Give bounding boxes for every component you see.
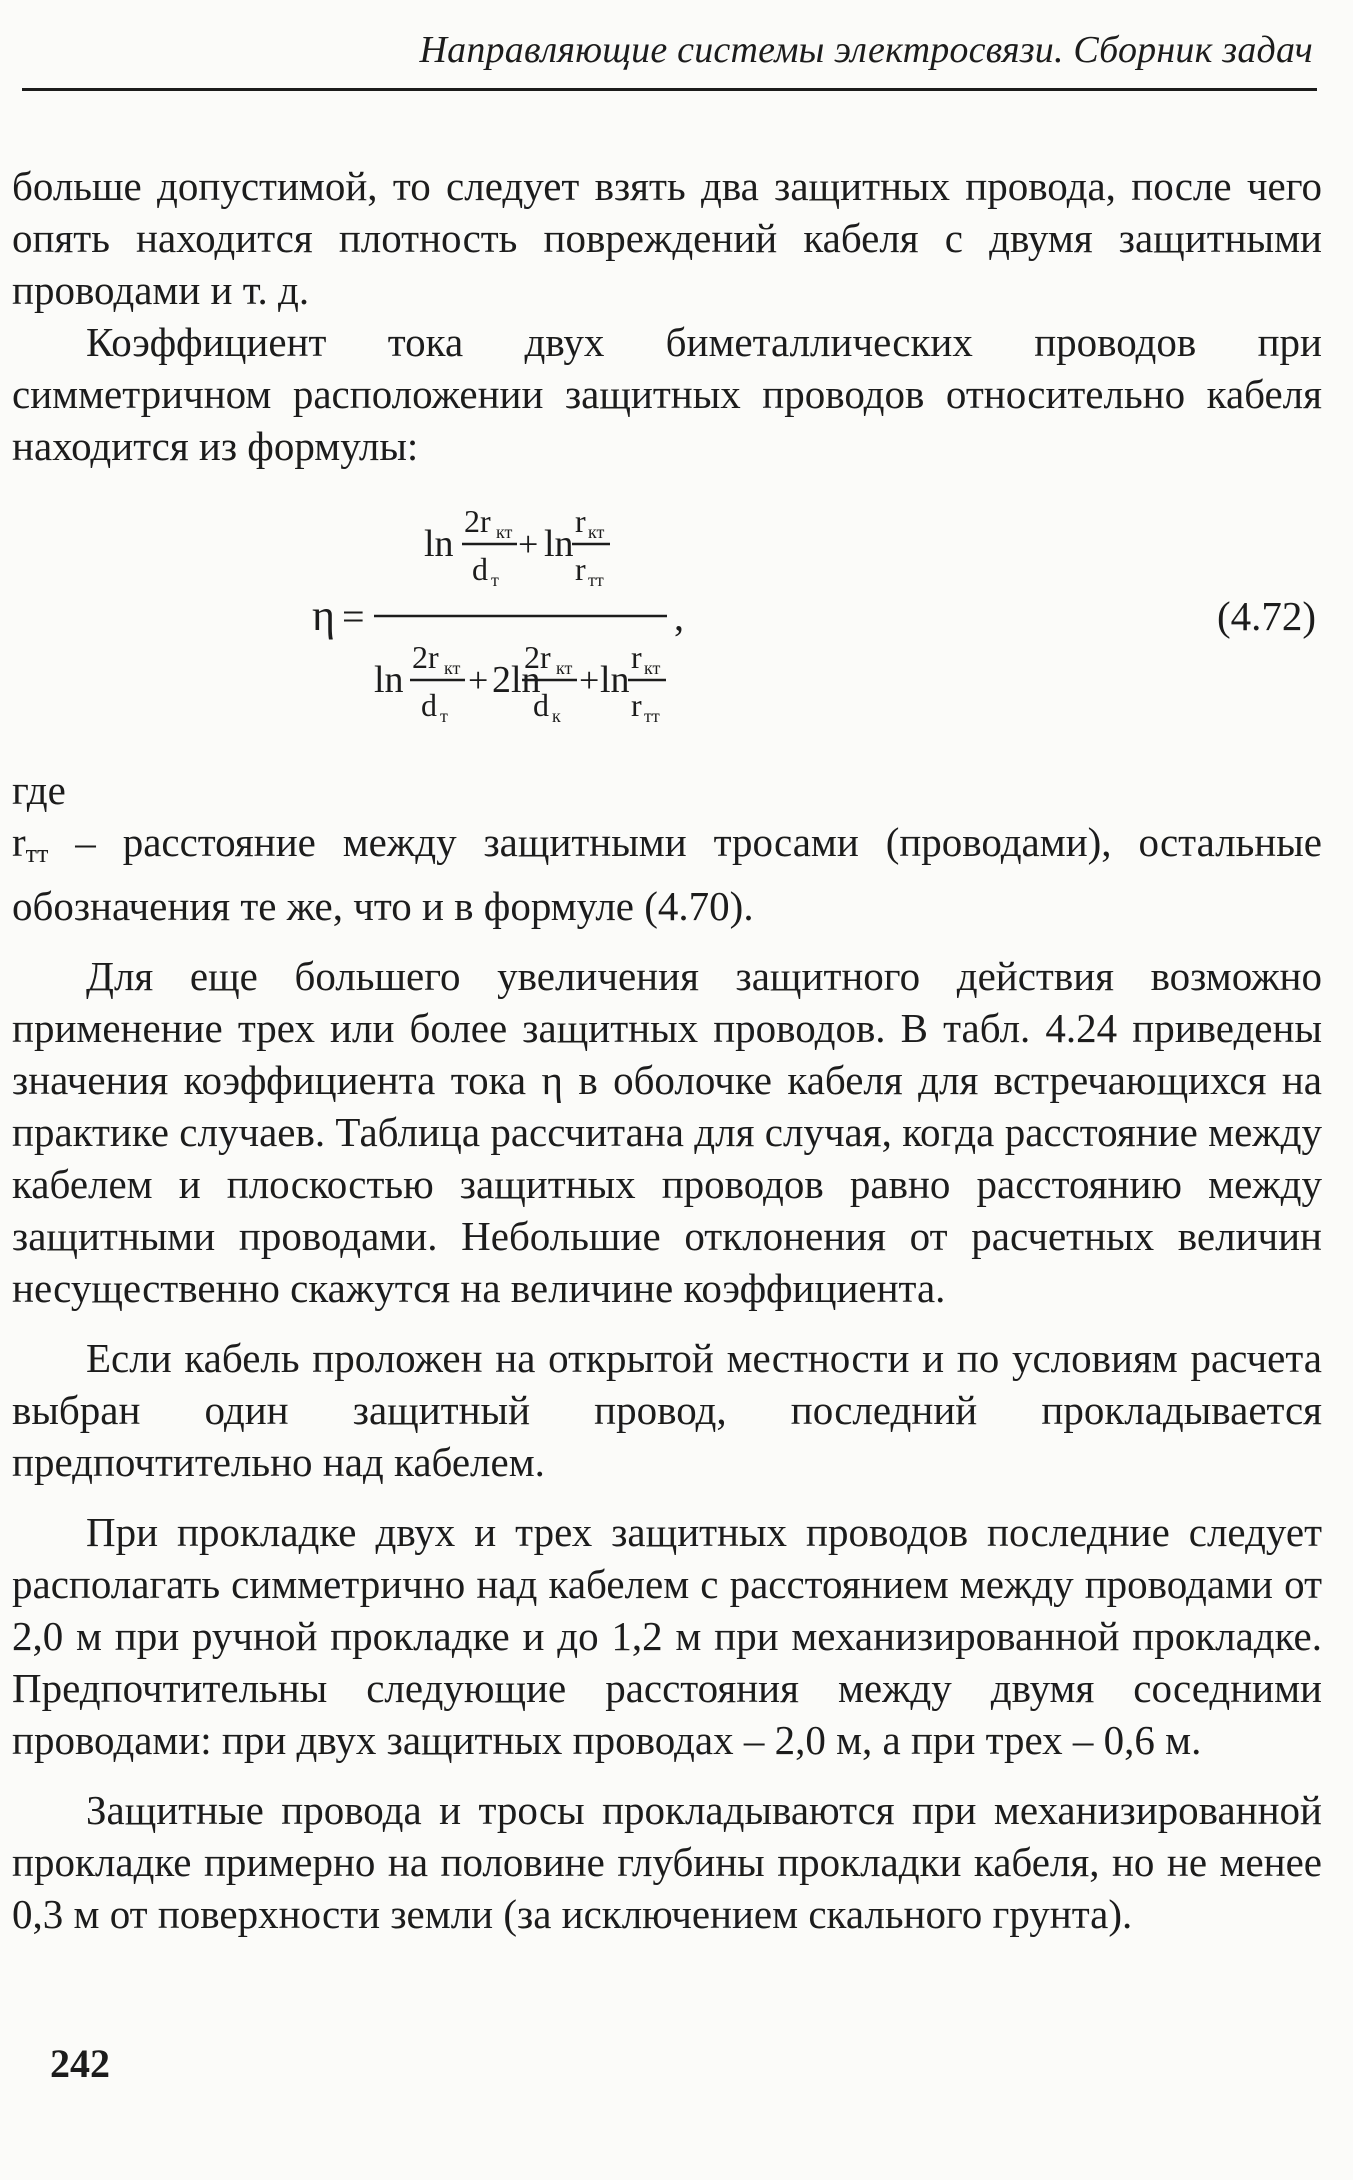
- num-frac2-bottom-sub: тт: [588, 570, 604, 590]
- den-frac2-top: 2r: [524, 639, 551, 675]
- den-frac3-top-sub: кт: [644, 658, 661, 678]
- den-ln-3: ln: [600, 659, 630, 701]
- num-frac2-bottom: r: [575, 551, 586, 587]
- den-frac1-top-sub: кт: [444, 658, 461, 678]
- num-frac2-top: r: [575, 503, 586, 539]
- definition-text: – расстояние между защитными тросами (проводами), остальные обозначения те же, что и в формуле (4.70).: [12, 819, 1322, 929]
- den-frac2-top-sub: кт: [556, 658, 573, 678]
- paragraph-laying-depth: Защитные провода и тросы прокладываются при механизированной прокладке примерно на половине глубины прокладки кабеля, но не менее 0,3 м от поверхности земли (за исключением скального грунта).: [12, 1787, 1322, 1937]
- num-frac1-top: 2r: [464, 503, 491, 539]
- den-frac3-bottom-sub: тт: [644, 706, 660, 726]
- den-plus-2: +: [579, 660, 600, 700]
- paragraph-continuation: больше допустимой, то следует взять два защитных провода, после чего опять находится плотность повреждений кабеля с двумя защитными проводами и т. д.: [12, 163, 1322, 313]
- den-ln-1: ln: [374, 659, 404, 701]
- definition-symbol-subscript: тт: [25, 839, 49, 868]
- page-number: 242: [50, 2041, 110, 2086]
- den-frac2-bottom: d: [533, 687, 549, 723]
- den-frac1-top: 2r: [412, 639, 439, 675]
- formula-comma: ,: [674, 594, 684, 639]
- definition-symbol: r: [12, 819, 26, 865]
- equation-number: (4.72): [1216, 593, 1316, 639]
- num-ln-2: ln: [544, 523, 574, 565]
- den-2ln: 2ln: [492, 659, 541, 701]
- num-frac1-top-sub: кт: [496, 522, 513, 542]
- running-header-title: Направляющие системы электросвязи. Сборник задач: [419, 29, 1313, 71]
- den-frac3-top: r: [631, 639, 642, 675]
- den-frac1-bottom-sub: т: [440, 706, 448, 726]
- num-frac1-bottom: d: [472, 551, 488, 587]
- formula-svg: [12, 492, 1322, 764]
- header-rule: [22, 88, 1317, 91]
- den-frac3-bottom: r: [631, 687, 642, 723]
- where-label: где: [12, 767, 66, 813]
- den-frac2-bottom-sub: к: [552, 706, 561, 726]
- formula-equals: =: [342, 594, 365, 639]
- paragraph-wire-spacing: При прокладке двух и трех защитных проводов последние следует располагать симметрично над кабелем с расстоянием между проводами от 2,0 м при ручной прокладке и до 1,2 м при механизированной прокладке. Предпочтительны следующие расстояния между двумя соседними проводами: при двух защитных проводах – 2,0 м, а при трех – 0,6 м.: [12, 1509, 1322, 1763]
- num-frac2-top-sub: кт: [588, 522, 605, 542]
- paragraph-open-terrain: Если кабель проложен на открытой местности и по условиям расчета выбран один защитный провод, последний прокладывается предпочтительно над кабелем.: [12, 1335, 1322, 1485]
- page-body: [12, 160, 1322, 1940]
- num-plus: +: [518, 524, 539, 564]
- num-ln-1: ln: [424, 523, 454, 565]
- formula-eta: η: [312, 591, 336, 640]
- paragraph-three-wires: Для еще большего увеличения защитного действия возможно применение трех или более защитных проводов. В табл. 4.24 приведены значения коэффициента тока η в оболочке кабеля для встречающихся на практике случаев. Таблица рассчитана для случая, когда расстояние между кабелем и плоскостью защитных проводов равно расстоянию между защитными проводами. Небольшие отклонения от расчетных величин несущественно скажутся на величине коэффициента.: [12, 953, 1322, 1311]
- den-frac1-bottom: d: [421, 687, 437, 723]
- paragraph-coefficient-intro: Коэффициент тока двух биметаллических проводов при симметричном расположении защитных проводов относительно кабеля находится из формулы:: [12, 319, 1322, 469]
- num-frac1-bottom-sub: т: [491, 570, 499, 590]
- formula-4-72: [12, 492, 1322, 764]
- definition-rtt: [12, 816, 1322, 932]
- den-plus-1: +: [468, 660, 489, 700]
